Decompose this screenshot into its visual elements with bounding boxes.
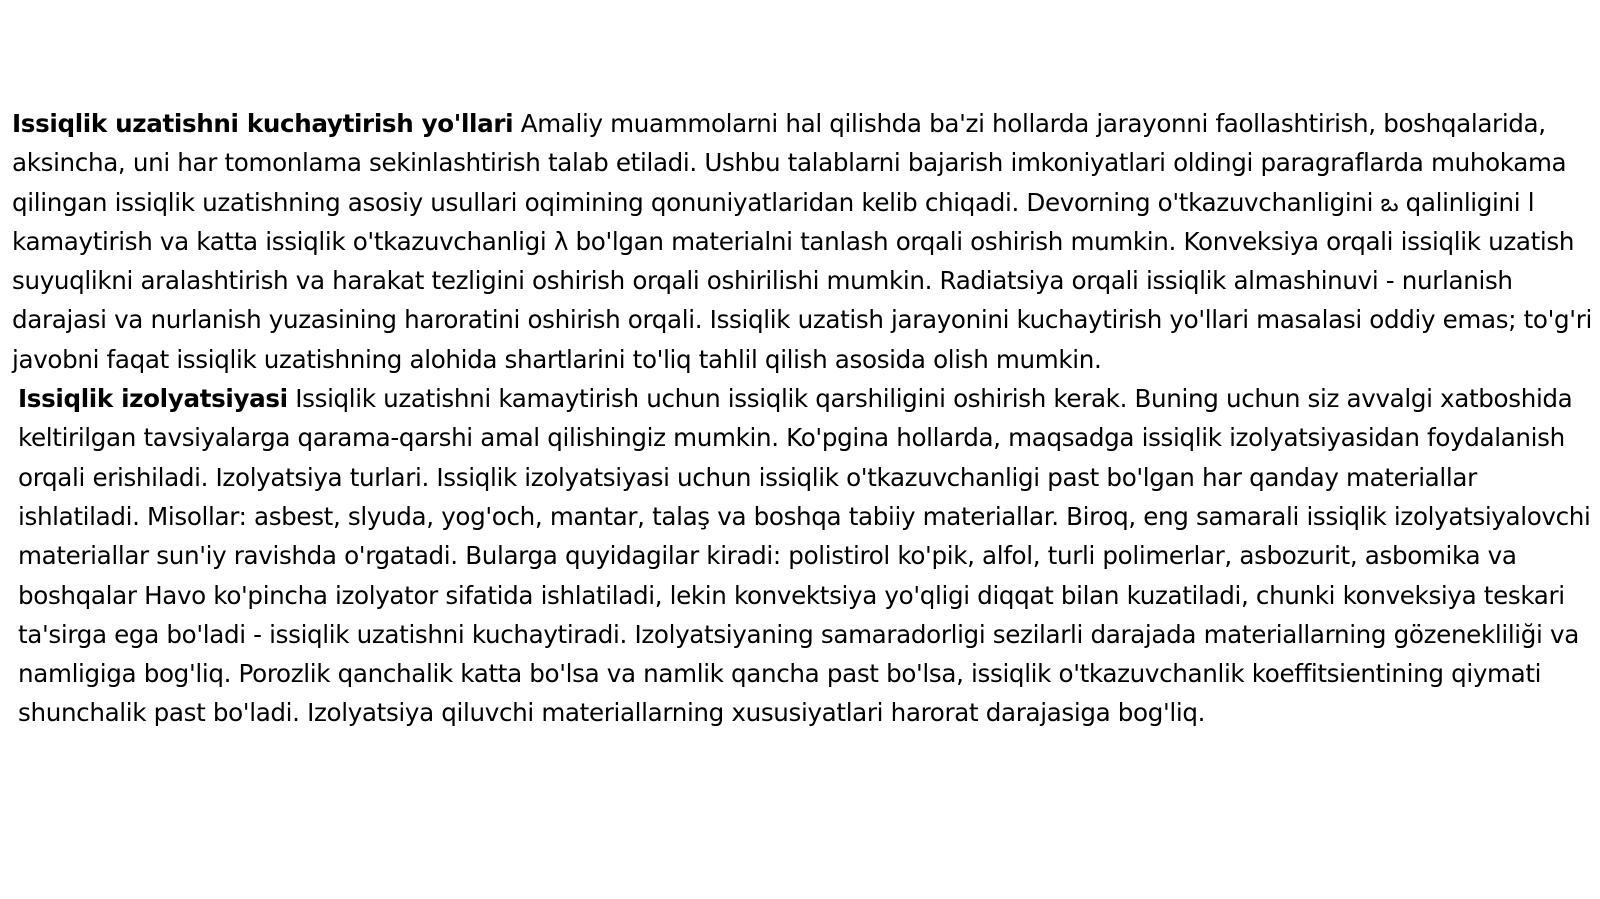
paragraph-heading: Issiqlik izolyatsiyasi xyxy=(18,384,288,414)
paragraph-thermal-insulation xyxy=(12,379,1592,733)
paragraph-body: Issiqlik uzatishni kamaytirish uchun issiqlik qarshiligini oshirish kerak. Buning uchun siz avvalgi xatboshida keltirilgan tavsiyalarga qarama-qarshi amal qilishingiz mumkin. Ko'pgina hollarda, maqsadga issiqlik izolyatsiyasidan foydalanish orqali erishiladi. Izolyatsiya turlari. Issiqlik izolyatsiyasi uchun issiqlik o'tkazuvchanligi past bo'lgan har qanday materiallar ishlatiladi. Misollar: asbest, slyuda, yog'och, mantar, talaş va boshqa tabiiy materiallar. Biroq, eng samarali issiqlik izolyatsiyalovchi materiallar sun'iy ravishda o'rgatadi. Bularga quyidagilar kiradi: polistirol ko'pik, alfol, turli polimerlar, asbozurit, asbomika va boshqalar Havo ko'pincha izolyator sifatida ishlatiladi, lekin konvektsiya yo'qligi diqqat bilan kuzatiladi, chunki konveksiya teskari ta'sirga ega bo'ladi - issiqlik uzatishni kuchaytiradi. Izolyatsiyaning samaradorligi sezilarli darajada materiallarning gözenekliliği va namligiga bog'liq. Porozlik qanchalik katta bo'lsa va namlik qancha past bo'lsa, issiqlik o'tkazuvchanlik koeffitsientining qiymati shunchalik past bo'ladi. Izolyatsiya qiluvchi materiallarning xususiyatlari harorat darajasiga bog'liq. xyxy=(18,384,1591,728)
paragraph-heading: Issiqlik uzatishni kuchaytirish yo'llari xyxy=(12,109,514,138)
slide-text-body xyxy=(12,104,1592,733)
paragraph-body: Amaliy muammolarni hal qilishda ba'zi hollarda jarayonni faollashtirish, boshqalarida, aksincha, uni har tomonlama sekinlashtirish talab etiladi. Ushbu talablarni bajarish imkoniyatlari oldingi paragraflarda muhokama qilingan issiqlik uzatishning asosiy usullari oqimining qonuniyatlaridan kelib chiqadi. Devorning o'tkazuvchanligini ఒ qalinligini l kamaytirish va katta issiqlik o'tkazuvchanligi λ bo'lgan materialni tanlash orqali oshirish mumkin. Konveksiya orqali issiqlik uzatish suyuqlikni aralashtirish va harakat tezligini oshirish orqali oshirilishi mumkin. Radiatsiya orqali issiqlik almashinuvi - nurlanish darajasi va nurlanish yuzasining haroratini oshirish orqali. Issiqlik uzatish jarayonini kuchaytirish yo'llari masalasi oddiy emas; to'g'ri javobni faqat issiqlik uzatishning alohida shartlarini to'liq tahlil qilish asosida olish mumkin. xyxy=(12,109,1592,374)
paragraph-heat-transfer-intensification xyxy=(12,104,1592,379)
